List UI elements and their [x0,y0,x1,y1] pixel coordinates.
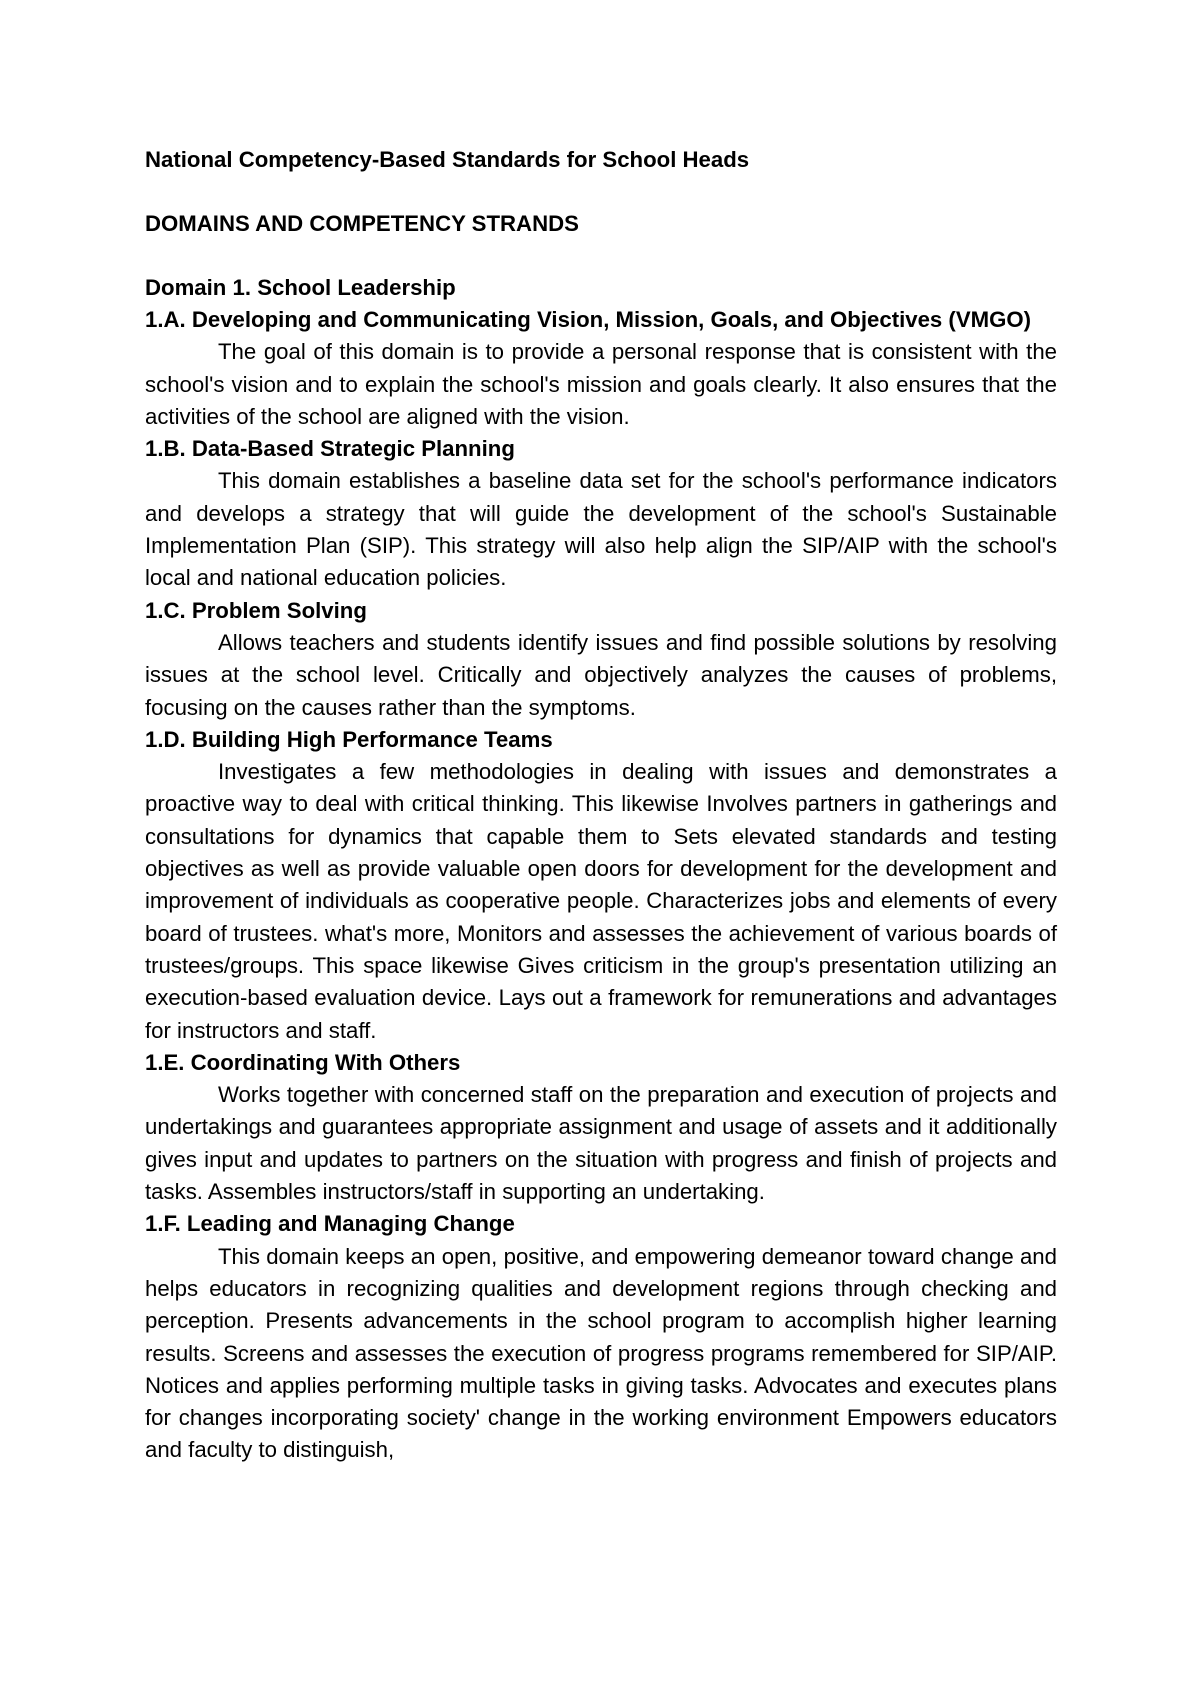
strand-1c [145,595,1057,724]
strand-body: The goal of this domain is to provide a personal response that is consistent with the school's vision and to explain the school's mission and goals clearly. It also ensures that the activities of the school are aligned with the vision. [145,339,1057,429]
strand-heading: 1.A. Developing and Communicating Vision, Mission, Goals, and Objectives (VMGO) [145,307,1032,332]
strand-body: Works together with concerned staff on the preparation and execution of projects and undertakings and guarantees appropriate assignment and usage of assets and it additionally gives input and updates to partners on the situation with progress and finish of projects and tasks. Assembles instructors/staff in supporting an undertaking. [145,1082,1057,1205]
strand-heading: 1.C. Problem Solving [145,597,367,623]
strand-1f [145,1208,1057,1466]
domain-heading: Domain 1. School Leadership [145,275,456,300]
strand-body: Investigates a few methodologies in dealing with issues and demonstrates a proactive way to deal with critical thinking. This likewise Involves partners in gatherings and consultations for dynamics that capable them to Sets elevated standards and testing objectives as well as provide valuable open doors for development for the development and improvement of individuals as cooperative people. Characterizes jobs and elements of every board of trustees. what's more, Monitors and assesses the achievement of various boards of trustees/groups. This space likewise Gives criticism in the group's presentation utilizing an execution-based evaluation device. Lays out a framework for remunerations and advantages for instructors and staff. [145,759,1057,1043]
document-page [145,144,1057,1467]
strand-heading: 1.F. Leading and Managing Change [145,1211,515,1237]
strand-body: This domain establishes a baseline data set for the school's performance indicators and develops a strategy that will guide the development of the school's Sustainable Implementation Plan (SIP). This strategy will also help align the SIP/AIP with the school's local and national education policies. [145,468,1057,591]
strand-1d [145,724,1057,1047]
strand-heading: 1.E. Coordinating With Others [145,1049,461,1075]
strand-body: Allows teachers and students identify issues and find possible solutions by resolving issues at the school level. Critically and objectively analyzes the causes of problems, focusing on the causes rather than the symptoms. [145,629,1057,720]
strand-1b [145,433,1057,594]
strand-heading: 1.D. Building High Performance Teams [145,726,553,752]
section-heading: DOMAINS AND COMPETENCY STRANDS [145,211,579,236]
strand-1a [145,304,1057,433]
strand-heading: 1.B. Data-Based Strategic Planning [145,436,515,462]
strand-1e [145,1047,1057,1208]
strand-body: This domain keeps an open, positive, and empowering demeanor toward change and helps educators in recognizing qualities and development regions through checking and perception. Presents advancements in the school program to accomplish higher learning results. Screens and assesses the execution of progress programs remembered for SIP/AIP. Notices and applies performing multiple tasks in giving tasks. Advocates and executes plans for changes incorporating society' change in the working environment Empowers educators and faculty to distinguish, [145,1243,1057,1463]
document-title: National Competency-Based Standards for School Heads [145,147,750,172]
